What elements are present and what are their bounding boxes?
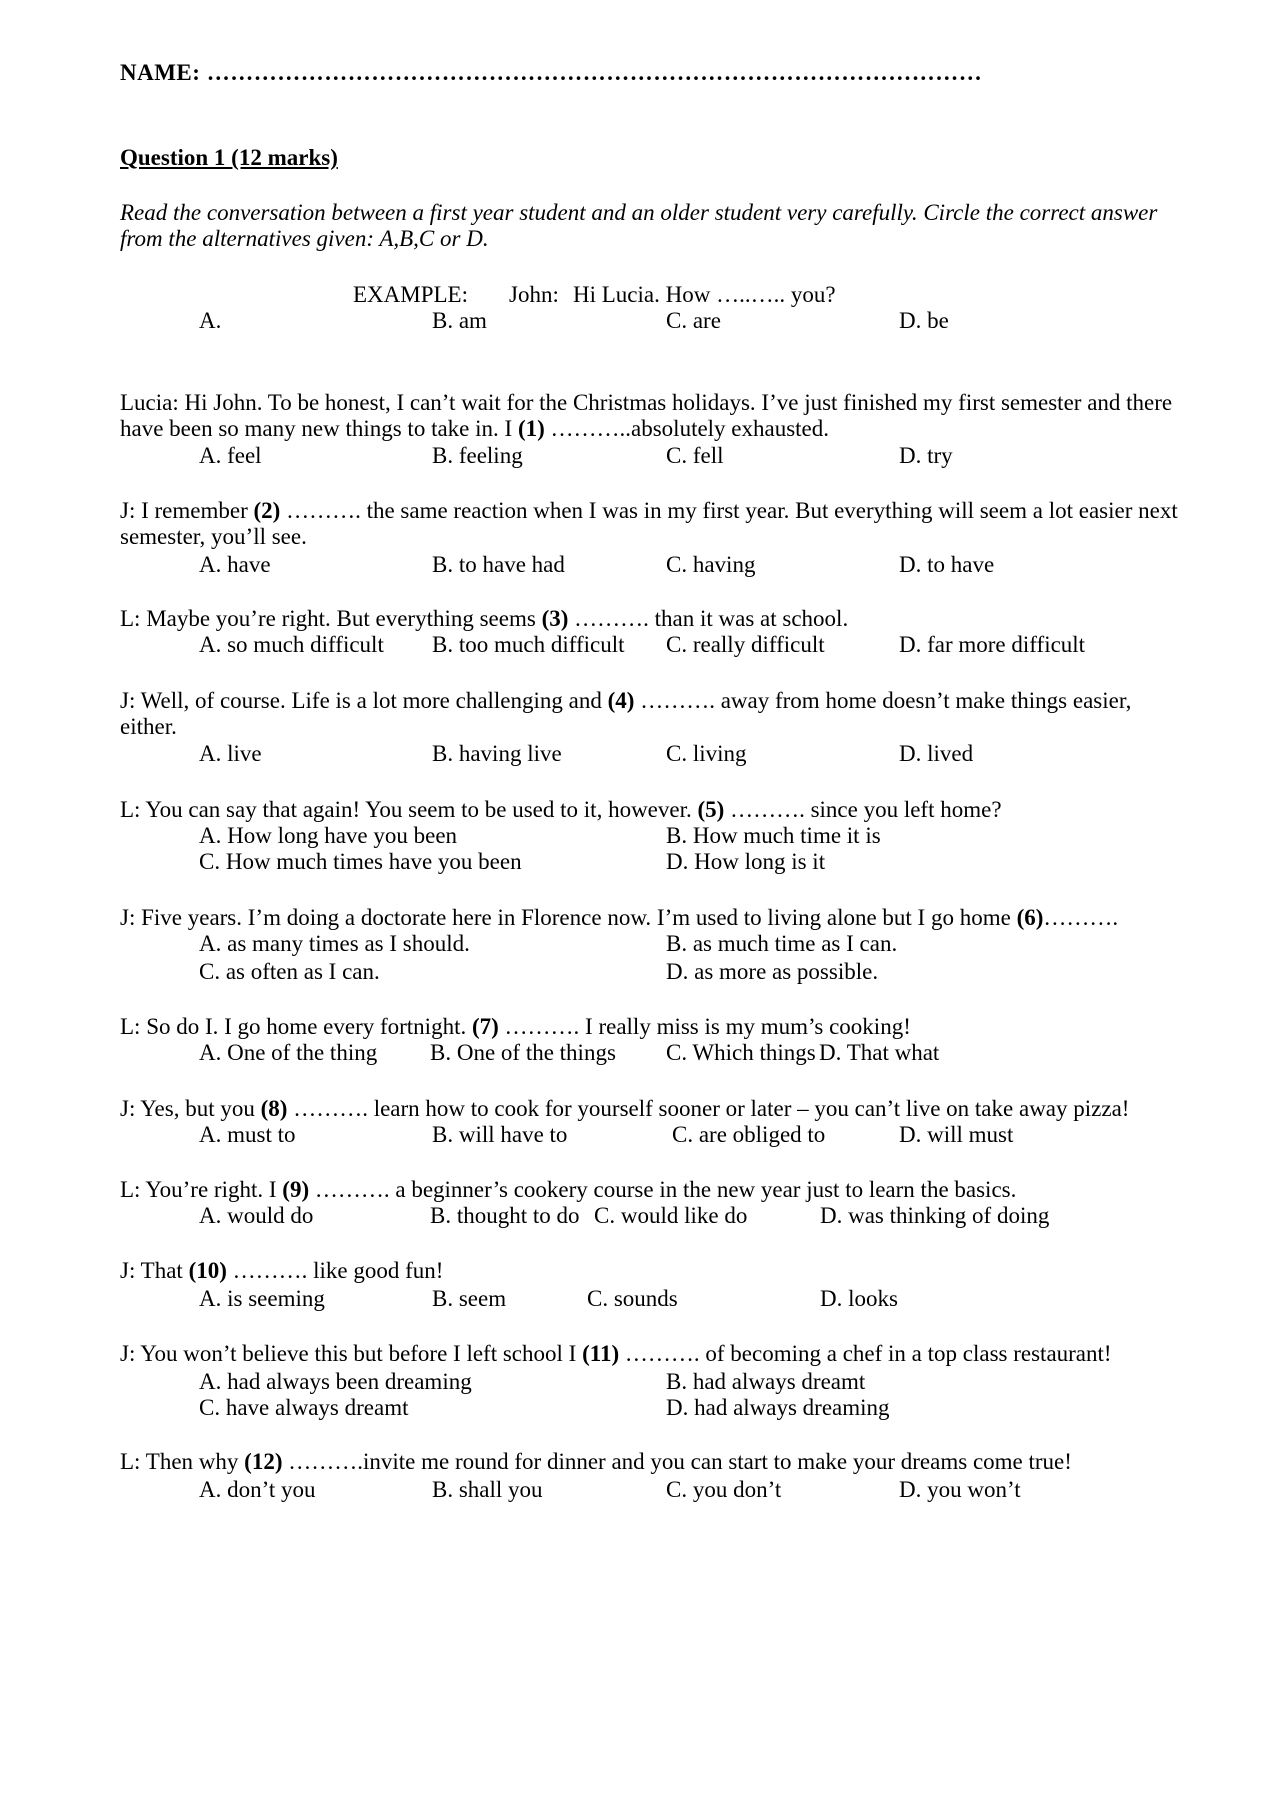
q2-option-d[interactable]: D. to have [899,552,995,577]
q11-option-c[interactable]: C. have always dreamt [199,1395,409,1420]
q6-post: ………. [1043,905,1119,930]
example-option-c[interactable]: C. are [666,308,721,333]
q12-option-d[interactable]: D. you won’t [899,1477,1021,1502]
question-7-stem [120,1014,911,1040]
q6-number: (6) [1016,905,1044,930]
q8-pre: J: Yes, but you [120,1096,261,1121]
example-option-a[interactable]: A. [199,308,222,333]
q9-pre: L: You’re right. I [120,1177,283,1202]
q1-option-c[interactable]: C. fell [666,443,724,468]
q3-post: ………. than it was at school. [568,606,849,631]
question-10-stem [120,1258,443,1284]
question-2-stem [120,498,1180,550]
q8-option-d[interactable]: D. will must [899,1122,1014,1147]
q5-option-a[interactable]: A. How long have you been [199,823,458,848]
q12-option-b[interactable]: B. shall you [432,1477,543,1502]
q2-option-c[interactable]: C. having [666,552,756,577]
q3-number: (3) [541,606,569,631]
q5-post: ………. since you left home? [724,797,1002,822]
q7-option-a[interactable]: A. One of the thing [199,1040,378,1065]
q8-option-c[interactable]: C. are obliged to [672,1122,826,1147]
q6-option-b[interactable]: B. as much time as I can. [666,931,898,956]
q10-option-b[interactable]: B. seem [432,1286,507,1311]
example-option-d[interactable]: D. be [899,308,949,333]
q9-option-d[interactable]: D. was thinking of doing [820,1203,1050,1228]
q6-option-c[interactable]: C. as often as I can. [199,959,380,984]
q1-post: ………..absolutely exhausted. [544,416,830,441]
q7-pre: L: So do I. I go home every fortnight. [120,1014,472,1039]
q8-number: (8) [260,1096,288,1121]
q11-option-d[interactable]: D. had always dreaming [666,1395,890,1420]
q3-option-c[interactable]: C. really difficult [666,632,825,657]
q2-pre: J: I remember [120,498,254,523]
q4-option-d[interactable]: D. lived [899,741,974,766]
q10-post: ………. like good fun! [226,1258,444,1283]
q9-post: ………. a beginner’s cookery course in the new year just to learn the basics. [309,1177,1017,1202]
q7-option-d[interactable]: D. That what [819,1040,940,1065]
name-blank[interactable]: ……………………………………………………………………………………… [206,60,983,85]
q2-number: (2) [253,498,281,523]
q11-pre: J: You won’t believe this but before I left school I [120,1341,583,1366]
name-label: NAME: [120,60,201,85]
q1-option-d[interactable]: D. try [899,443,953,468]
q2-post: ………. the same reaction when I was in my first year. But everything will seem a lot easier next semester, you’ll see. [120,498,1178,549]
q4-option-b[interactable]: B. having live [432,741,562,766]
q5-option-b[interactable]: B. How much time it is [666,823,881,848]
q11-option-b[interactable]: B. had always dreamt [666,1369,866,1394]
question-12-stem [120,1449,1072,1475]
q9-number: (9) [282,1177,310,1202]
q4-number: (4) [607,688,635,713]
question-4-stem [120,688,1180,740]
q3-option-a[interactable]: A. so much difficult [199,632,384,657]
q6-option-d[interactable]: D. as more as possible. [666,959,879,984]
q10-option-a[interactable]: A. is seeming [199,1286,325,1311]
q11-post: ………. of becoming a chef in a top class restaurant! [619,1341,1112,1366]
question-8-stem [120,1096,1129,1122]
q3-option-d[interactable]: D. far more difficult [899,632,1086,657]
question-9-stem [120,1177,1016,1203]
q12-pre: L: Then why [120,1449,245,1474]
example-option-b[interactable]: B. am [432,308,487,333]
q8-post: ………. learn how to cook for yourself sooner or later – you can’t live on take away pizza! [287,1096,1130,1121]
example-label: EXAMPLE: [353,282,468,307]
q6-pre: J: Five years. I’m doing a doctorate here in Florence now. I’m used to living alone but I go home [120,905,1017,930]
q3-option-b[interactable]: B. too much difficult [432,632,625,657]
q5-option-d[interactable]: D. How long is it [666,849,826,874]
q4-option-c[interactable]: C. living [666,741,747,766]
question-3-stem [120,606,848,632]
question-11-stem [120,1341,1112,1367]
q10-number: (10) [188,1258,227,1283]
q2-option-a[interactable]: A. have [199,552,271,577]
q1-option-a[interactable]: A. feel [199,443,262,468]
example-text: Hi Lucia. How …..….. you? [573,282,836,307]
q12-post: ……….invite me round for dinner and you can start to make your dreams come true! [282,1449,1072,1474]
q9-option-c[interactable]: C. would like do [594,1203,748,1228]
q8-option-a[interactable]: A. must to [199,1122,296,1147]
q11-number: (11) [582,1341,620,1366]
instructions: Read the conversation between a first year student and an older student very carefully. Circle the correct answer from the alternatives given: A,B,C or D. [120,200,1158,251]
q8-option-b[interactable]: B. will have to [432,1122,568,1147]
q4-post: ………. away from home doesn’t make things easier, either. [120,688,1132,739]
q10-pre: J: That [120,1258,189,1283]
q5-number: (5) [697,797,725,822]
q1-number: (1) [517,416,545,441]
question-6-stem [120,905,1118,931]
q7-option-c[interactable]: C. Which things [666,1040,816,1065]
q4-option-a[interactable]: A. live [199,741,262,766]
q10-option-c[interactable]: C. sounds [587,1286,678,1311]
example-speaker: John: [509,282,559,307]
q11-option-a[interactable]: A. had always been dreaming [199,1369,472,1394]
question-title: Question 1 (12 marks) [120,145,338,170]
q1-pre: Lucia: Hi John. To be honest, I can’t wait for the Christmas holidays. I’ve just finished my first semester and there have been so many new things to take in. I [120,390,1173,441]
q1-option-b[interactable]: B. feeling [432,443,523,468]
q7-post: ………. I really miss is my mum’s cooking! [498,1014,911,1039]
q12-option-c[interactable]: C. you don’t [666,1477,782,1502]
q5-pre: L: You can say that again! You seem to be used to it, however. [120,797,698,822]
q7-number: (7) [471,1014,499,1039]
q2-option-b[interactable]: B. to have had [432,552,565,577]
q5-option-c[interactable]: C. How much times have you been [199,849,522,874]
question-5-stem [120,797,1002,823]
q9-option-b[interactable]: B. thought to do [430,1203,580,1228]
q10-option-d[interactable]: D. looks [820,1286,898,1311]
q12-option-a[interactable]: A. don’t you [199,1477,316,1502]
name-line [120,60,982,86]
q3-pre: L: Maybe you’re right. But everything seems [120,606,542,631]
question-1-stem [120,390,1180,442]
q7-option-b[interactable]: B. One of the things [430,1040,616,1065]
q4-pre: J: Well, of course. Life is a lot more challenging and [120,688,608,713]
q9-option-a[interactable]: A. would do [199,1203,314,1228]
q6-option-a[interactable]: A. as many times as I should. [199,931,470,956]
q12-number: (12) [244,1449,283,1474]
